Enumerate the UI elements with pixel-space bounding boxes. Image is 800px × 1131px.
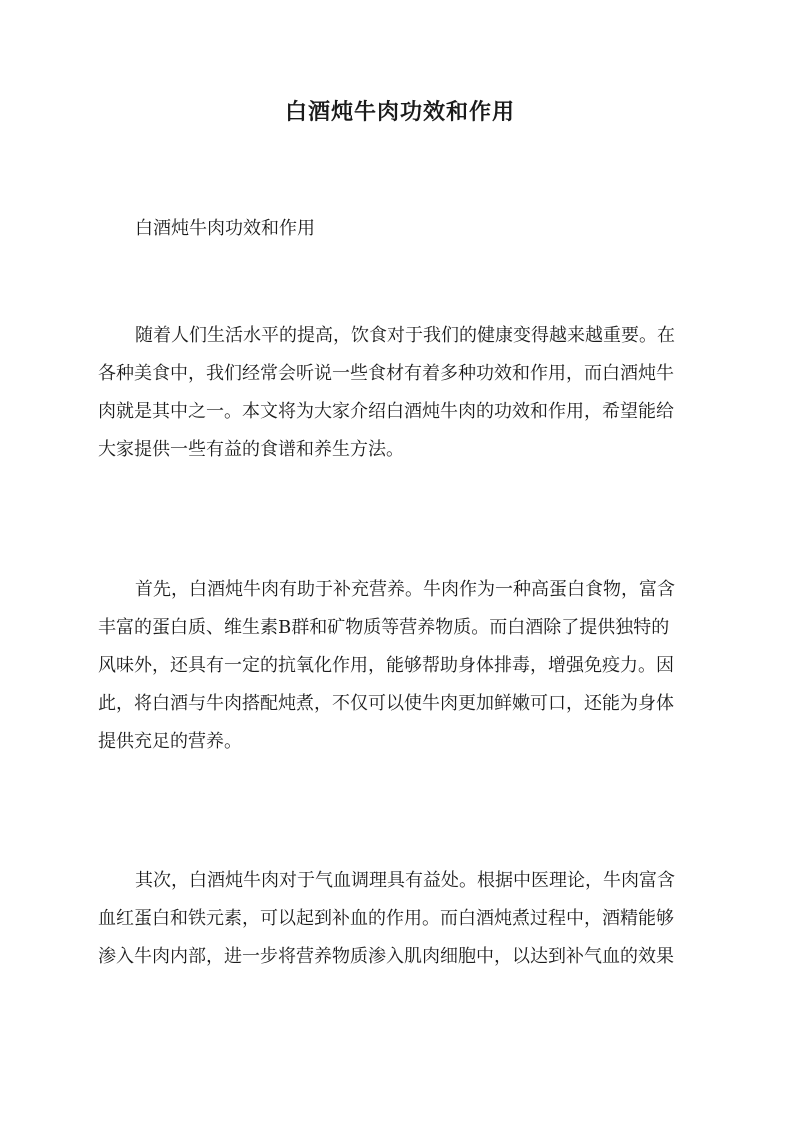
paragraph-line: 首先，白酒炖牛肉有助于补充营养。牛肉作为一种高蛋白食物，富含 (135, 579, 675, 600)
paragraph-line: 此，将白酒与牛肉搭配炖煮，不仅可以使牛肉更加鲜嫩可口，还能为身体 (98, 693, 674, 714)
paragraph-line: 各种美食中，我们经常会听说一些食材有着多种功效和作用，而白酒炖牛 (98, 363, 674, 384)
paragraph-line: 提供充足的营养。 (98, 731, 242, 752)
document-title: 白酒炖牛肉功效和作用 (284, 99, 515, 125)
paragraph-line: 血红蛋白和铁元素，可以起到补血的作用。而白酒炖煮过程中，酒精能够 (98, 908, 674, 929)
paragraph-line: 肉就是其中之一。本文将为大家介绍白酒炖牛肉的功效和作用，希望能给 (98, 401, 674, 422)
document-subtitle: 白酒炖牛肉功效和作用 (135, 218, 315, 239)
paragraph-line: 风味外，还具有一定的抗氧化作用，能够帮助身体排毒，增强免疫力。因 (98, 655, 674, 676)
paragraph-intro (98, 317, 702, 469)
paragraph-line: 大家提供一些有益的食谱和养生方法。 (98, 439, 404, 460)
paragraph-line: 随着人们生活水平的提高，饮食对于我们的健康变得越来越重要。在 (135, 325, 675, 346)
paragraph-line: 丰富的蛋白质、维生素B群和矿物质等营养物质。而白酒除了提供独特的 (98, 617, 670, 638)
paragraph-line: 渗入牛肉内部，进一步将营养物质渗入肌肉细胞中，以达到补气血的效果 (98, 946, 674, 967)
paragraph-line: 其次，白酒炖牛肉对于气血调理具有益处。根据中医理论，牛肉富含 (135, 870, 675, 891)
paragraph-qi-blood (98, 862, 702, 976)
paragraph-nutrition (98, 571, 702, 761)
